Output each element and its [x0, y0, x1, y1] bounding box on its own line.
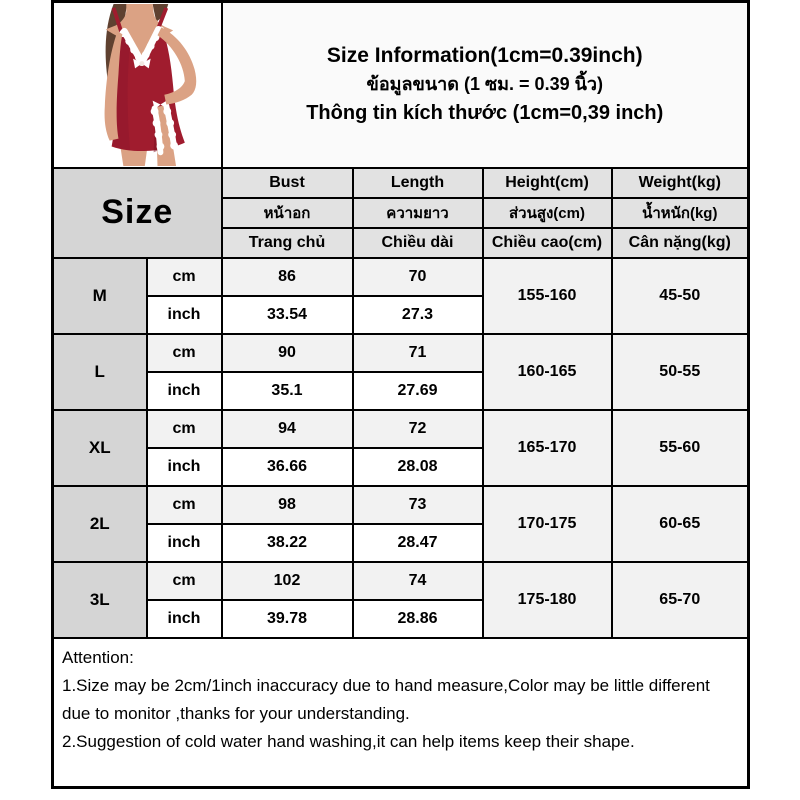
3l-length-cm: 74	[353, 562, 483, 600]
unit-label-inch: inch	[147, 372, 222, 410]
col-header-weight-vi: Cân nặng(kg)	[612, 228, 749, 258]
xl-length-cm: 72	[353, 410, 483, 448]
m-bust-cm: 86	[222, 258, 353, 296]
attention-section	[53, 638, 749, 788]
unit-label-cm: cm	[147, 562, 222, 600]
3l-weight-range: 65-70	[612, 562, 749, 638]
product-photo-cell	[53, 2, 222, 168]
xl-weight-range: 55-60	[612, 410, 749, 486]
col-header-bust-th: หน้าอก	[222, 198, 353, 228]
m-bust-inch: 33.54	[222, 296, 353, 334]
l-bust-inch: 35.1	[222, 372, 353, 410]
xl-bust-cm: 94	[222, 410, 353, 448]
size-label-l: L	[53, 334, 147, 410]
title-thai: ข้อมูลขนาด (1 ซม. = 0.39 นิ้ว)	[366, 74, 603, 95]
size-corner-header: Size	[53, 168, 222, 258]
unit-label-inch: inch	[147, 524, 222, 562]
unit-label-cm: cm	[147, 486, 222, 524]
attention-note-2: 2.Suggestion of cold water hand washing,it can help items keep their shape.	[62, 731, 635, 751]
unit-label-cm: cm	[147, 334, 222, 372]
xl-length-inch: 28.08	[353, 448, 483, 486]
l-height-range: 160-165	[483, 334, 612, 410]
col-header-height-vi: Chiều cao(cm)	[483, 228, 612, 258]
size-label-xl: XL	[53, 410, 147, 486]
unit-label-cm: cm	[147, 258, 222, 296]
col-header-length-en: Length	[353, 168, 483, 198]
3l-bust-inch: 39.78	[222, 600, 353, 638]
unit-label-cm: cm	[147, 410, 222, 448]
col-header-bust-en: Bust	[222, 168, 353, 198]
attention-heading: Attention:	[62, 647, 134, 667]
2l-height-range: 170-175	[483, 486, 612, 562]
size-label-m: M	[53, 258, 147, 334]
title-vietnamese: Thông tin kích thước (1cm=0,39 inch)	[306, 102, 664, 125]
col-header-bust-vi: Trang chủ	[222, 228, 353, 258]
title-english: Size Information(1cm=0.39inch)	[326, 44, 643, 68]
size-chart-table	[51, 0, 750, 789]
m-length-inch: 27.3	[353, 296, 483, 334]
m-weight-range: 45-50	[612, 258, 749, 334]
col-header-height-en: Height(cm)	[483, 168, 612, 198]
attention-note-1: 1.Size may be 2cm/1inch inaccuracy due to hand measure,Color may be little different due to monitor ,thanks for your understanding.	[62, 675, 710, 723]
col-header-weight-th: น้ำหนัก(kg)	[612, 198, 749, 228]
col-header-length-th: ความยาว	[353, 198, 483, 228]
xl-height-range: 165-170	[483, 410, 612, 486]
unit-label-inch: inch	[147, 600, 222, 638]
m-length-cm: 70	[353, 258, 483, 296]
unit-label-inch: inch	[147, 448, 222, 486]
col-header-height-th: ส่วนสูง(cm)	[483, 198, 612, 228]
3l-bust-cm: 102	[222, 562, 353, 600]
2l-weight-range: 60-65	[612, 486, 749, 562]
l-bust-cm: 90	[222, 334, 353, 372]
2l-bust-inch: 38.22	[222, 524, 353, 562]
title-block	[222, 2, 749, 168]
2l-length-cm: 73	[353, 486, 483, 524]
col-header-length-vi: Chiều dài	[353, 228, 483, 258]
3l-length-inch: 28.86	[353, 600, 483, 638]
m-height-range: 155-160	[483, 258, 612, 334]
2l-length-inch: 28.47	[353, 524, 483, 562]
size-label-3l: 3L	[53, 562, 147, 638]
3l-height-range: 175-180	[483, 562, 612, 638]
col-header-weight-en: Weight(kg)	[612, 168, 749, 198]
product-photo	[55, 4, 220, 166]
unit-label-inch: inch	[147, 296, 222, 334]
xl-bust-inch: 36.66	[222, 448, 353, 486]
l-length-inch: 27.69	[353, 372, 483, 410]
size-label-2l: 2L	[53, 486, 147, 562]
2l-bust-cm: 98	[222, 486, 353, 524]
l-length-cm: 71	[353, 334, 483, 372]
l-weight-range: 50-55	[612, 334, 749, 410]
